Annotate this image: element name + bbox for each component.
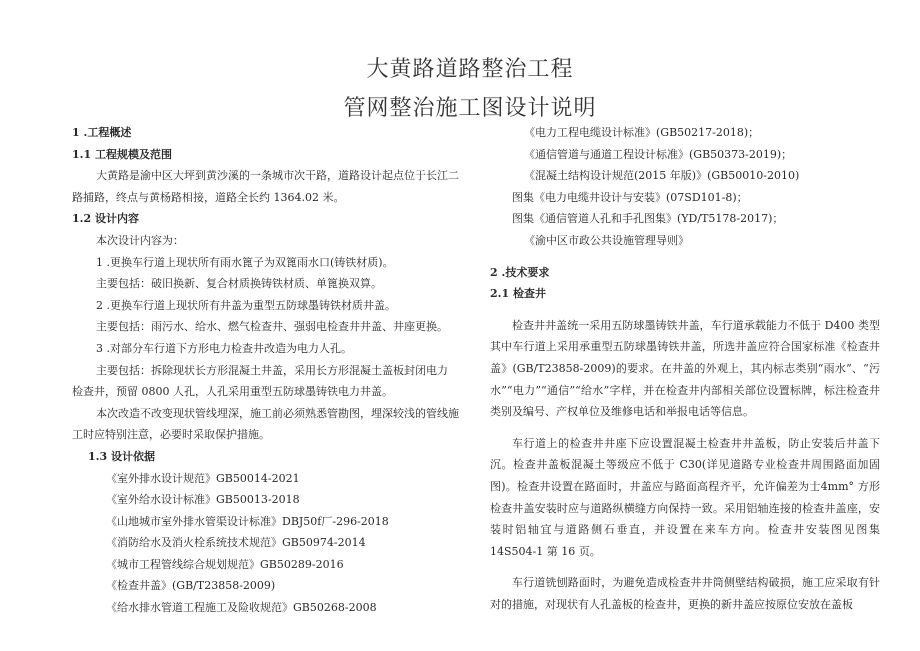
spacer	[490, 305, 880, 315]
paragraph: 车行道铣刨路面时，为避免造成检查井井筒侧壁结构破损，施工应采取有针对的措施，对现状有人孔盖板的检查井，更换的新井盖应按原位安放在盖板	[490, 576, 880, 611]
subsection-heading: 2.1 检查井	[490, 287, 546, 301]
spacer	[490, 252, 880, 262]
reference-item: 《山地城市室外排水管渠设计标准》DBJ50f厂-296-2018	[106, 514, 389, 528]
reference-item: 《城市工程管线综合规划规范》GB50289-2016	[106, 557, 344, 571]
document-title: 大黄路道路整治工程	[366, 57, 574, 82]
paragraph-line: 主要包括：雨污水、给水、燃气检查井、强弱电检查井井盖、井座更换。	[96, 320, 448, 334]
paragraph-line: 本次设计内容为：	[96, 233, 184, 247]
paragraph-line: 大黄路是渝中区大坪到黄沙溪的一条城市次干路，道路设计起点位于长江二	[96, 169, 459, 183]
reference-item: 《通信管道与通道工程设计标准》(GB50373-2019)；	[524, 147, 793, 161]
paragraph-line: 检查井，预留 0800 人孔，人孔采用重型五防球墨铸铁电力井盖。	[72, 385, 393, 399]
paragraph-line: 主要包括：拆除现状长方形混凝土井盖，采用长方形混凝土盖板封闭电力	[96, 363, 448, 377]
subsection-heading: 1.3 设计依据	[88, 449, 155, 463]
spacer	[490, 423, 880, 433]
paragraph: 检查井井盖统一采用五防球墨铸铁井盖，车行道承载能力不低于 D400 类型其中车行道上采用承重型五防球墨铸铁井盖，所选井盖应符合国家标准《检查井盖》(GB/T23858-2009)的要求。在井盖的外观上，其内标志类别“雨水”、“污水”“电力”“通信”“给水”字样，并在检查井内部相关部位设置标牌，标注检查井类别及编号、产权单位及维修电话和举报电话等信息。	[490, 318, 880, 419]
list-item: 3 .对部分车行道下方形电力检查井改造为电力人孔。	[96, 341, 352, 355]
section-heading: 2 .技术要求	[490, 265, 550, 279]
spacer	[490, 562, 880, 572]
right-column	[490, 122, 880, 615]
reference-item: 图集《电力电缆井设计与安装》(07SD101-8)；	[512, 190, 748, 204]
subsection-heading: 1.2 设计内容	[72, 212, 139, 226]
reference-item: 《渝中区市政公共设施管理导则》	[524, 233, 689, 247]
reference-item: 《电力工程电缆设计标准》(GB50217-2018)；	[524, 126, 760, 139]
paragraph-line: 主要包括：破旧换新、复合材质换铸铁材质、单篦换双算。	[96, 277, 382, 291]
paragraph-line: 路捕路，终点与黄杨路相接，道路全长约 1364.02 米。	[72, 190, 345, 204]
paragraph-line: 本次改造不改变现状管线埋深，施工前必须熟悉管勘图，埋深较浅的管线施	[96, 406, 459, 420]
paragraph-line: 工时应特别注意，必要时采取保护措施。	[72, 428, 270, 442]
reference-item: 《混凝土结构设计规范(2015 年版)》(GB50010-2010)	[524, 169, 800, 183]
reference-item: 《消防给水及消火栓系统技术规范》GB50974-2014	[106, 536, 366, 550]
reference-item: 图集《通信管道人孔和手孔图集》(YD/T5178-2017)；	[512, 212, 784, 226]
subsection-heading: 1.1 工程规模及范围	[72, 147, 172, 161]
list-item: 2 .更换车行道上现状所有井盖为重型五防球墨铸铁材质井盖。	[96, 298, 396, 312]
reference-item: 《检查井盖》(GB/T23858-2009)	[106, 579, 276, 593]
list-item: 1 .更换车行道上现状所有雨水篦子为双篦雨水口(铸铁材质)。	[96, 255, 394, 269]
section-heading: 1 .工程概述	[72, 126, 132, 139]
document-subtitle: 管网整治施工图设计说明	[343, 96, 597, 121]
paragraph: 车行道上的检查井井座下应设置混凝土检查井井盖板，防止安装后井盖下沉。检查井盖板混凝土等级应不低于 C30(详见道路专业检查井周围路面加固图)。检查井设置在路面时，井盖应与路面高程齐平，允许偏差为士4mm° 方形检查井盖安装时应与道路纵横缝方向保持一致。采用铝轴连接的检查井盖座，安装时铝轴宜与道路侧石垂直，并设置在来车方向。检查井安装图见图集 14S504-1 第 16 页。	[490, 436, 880, 558]
left-column	[72, 122, 467, 619]
reference-item: 《室外给水设计标准》GB50013-2018	[106, 493, 300, 507]
reference-item: 《室外排水设计规范》GB50014-2021	[106, 471, 300, 485]
reference-item: 《给水排水管道工程施工及险收规范》GB50268-2008	[106, 601, 377, 615]
